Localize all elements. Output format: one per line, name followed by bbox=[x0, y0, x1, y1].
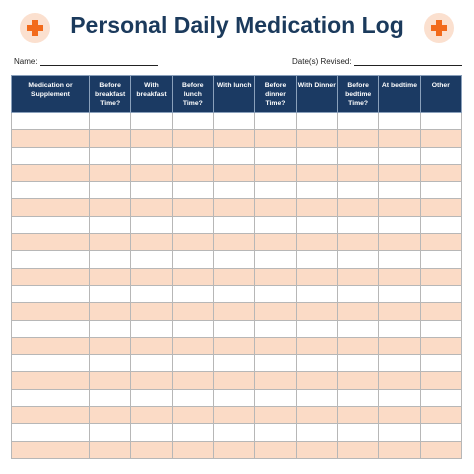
log-cell[interactable] bbox=[255, 372, 296, 389]
name-input-line[interactable] bbox=[40, 57, 158, 66]
column-header: Medication or Supplement bbox=[12, 76, 90, 113]
log-cell[interactable] bbox=[296, 113, 337, 130]
log-cell[interactable] bbox=[379, 424, 420, 441]
log-cell[interactable] bbox=[296, 285, 337, 302]
log-cell[interactable] bbox=[131, 113, 172, 130]
log-cell[interactable] bbox=[131, 285, 172, 302]
medical-cross-icon bbox=[20, 13, 50, 43]
log-cell[interactable] bbox=[379, 234, 420, 251]
log-cell[interactable] bbox=[90, 303, 131, 320]
log-cell[interactable] bbox=[255, 337, 296, 354]
date-revised-field[interactable] bbox=[292, 57, 462, 66]
log-cell[interactable] bbox=[337, 251, 378, 268]
table-row bbox=[12, 130, 462, 147]
log-cell[interactable] bbox=[337, 113, 378, 130]
log-cell[interactable] bbox=[131, 303, 172, 320]
log-cell[interactable] bbox=[12, 441, 90, 458]
log-cell[interactable] bbox=[12, 320, 90, 337]
table-row bbox=[12, 441, 462, 458]
log-cell[interactable] bbox=[379, 199, 420, 216]
log-cell[interactable] bbox=[255, 268, 296, 285]
log-cell[interactable] bbox=[12, 424, 90, 441]
log-cell[interactable] bbox=[90, 441, 131, 458]
log-cell[interactable] bbox=[213, 372, 254, 389]
log-cell[interactable] bbox=[420, 164, 461, 181]
log-cell[interactable] bbox=[296, 182, 337, 199]
log-cell[interactable] bbox=[90, 182, 131, 199]
log-cell[interactable] bbox=[213, 268, 254, 285]
table-row bbox=[12, 285, 462, 302]
log-cell[interactable] bbox=[337, 216, 378, 233]
log-cell[interactable] bbox=[379, 303, 420, 320]
column-header: With lunch bbox=[213, 76, 254, 113]
log-cell[interactable] bbox=[337, 337, 378, 354]
table-row bbox=[12, 251, 462, 268]
log-cell[interactable] bbox=[172, 285, 213, 302]
column-header: Before dinner Time? bbox=[255, 76, 296, 113]
log-cell[interactable] bbox=[172, 268, 213, 285]
log-cell[interactable] bbox=[420, 407, 461, 424]
log-cell[interactable] bbox=[337, 303, 378, 320]
log-cell[interactable] bbox=[131, 372, 172, 389]
page-title: Personal Daily Medication Log bbox=[70, 12, 404, 38]
table-row bbox=[12, 216, 462, 233]
log-cell[interactable] bbox=[255, 164, 296, 181]
log-cell[interactable] bbox=[255, 199, 296, 216]
log-cell[interactable] bbox=[213, 147, 254, 164]
log-cell[interactable] bbox=[131, 216, 172, 233]
column-header: At bedtime bbox=[379, 76, 420, 113]
log-cell[interactable] bbox=[420, 441, 461, 458]
log-cell[interactable] bbox=[337, 234, 378, 251]
log-cell[interactable] bbox=[131, 182, 172, 199]
log-cell[interactable] bbox=[420, 285, 461, 302]
log-cell[interactable] bbox=[296, 424, 337, 441]
name-field[interactable] bbox=[14, 57, 158, 66]
log-cell[interactable] bbox=[420, 216, 461, 233]
log-cell[interactable] bbox=[420, 268, 461, 285]
log-cell[interactable] bbox=[12, 251, 90, 268]
log-cell[interactable] bbox=[379, 372, 420, 389]
log-cell[interactable] bbox=[255, 303, 296, 320]
table-row bbox=[12, 199, 462, 216]
log-cell[interactable] bbox=[420, 182, 461, 199]
column-header: Before lunch Time? bbox=[172, 76, 213, 113]
log-cell[interactable] bbox=[131, 268, 172, 285]
log-cell[interactable] bbox=[131, 337, 172, 354]
log-cell[interactable] bbox=[296, 407, 337, 424]
log-cell[interactable] bbox=[420, 147, 461, 164]
log-cell[interactable] bbox=[379, 164, 420, 181]
log-cell[interactable] bbox=[131, 424, 172, 441]
log-cell[interactable] bbox=[337, 372, 378, 389]
table-row bbox=[12, 113, 462, 130]
log-cell[interactable] bbox=[172, 216, 213, 233]
log-cell[interactable] bbox=[420, 130, 461, 147]
log-cell[interactable] bbox=[90, 251, 131, 268]
log-cell[interactable] bbox=[379, 441, 420, 458]
log-cell[interactable] bbox=[379, 337, 420, 354]
log-cell[interactable] bbox=[12, 182, 90, 199]
log-cell[interactable] bbox=[131, 130, 172, 147]
log-cell[interactable] bbox=[213, 424, 254, 441]
log-cell[interactable] bbox=[379, 268, 420, 285]
log-cell[interactable] bbox=[12, 147, 90, 164]
log-cell[interactable] bbox=[172, 234, 213, 251]
log-cell[interactable] bbox=[90, 407, 131, 424]
log-cell[interactable] bbox=[90, 130, 131, 147]
log-cell[interactable] bbox=[131, 355, 172, 372]
date-revised-input-line[interactable] bbox=[354, 57, 462, 66]
log-cell[interactable] bbox=[172, 303, 213, 320]
column-header: With breakfast bbox=[131, 76, 172, 113]
log-cell[interactable] bbox=[255, 389, 296, 406]
column-header: Before bedtime Time? bbox=[337, 76, 378, 113]
log-cell[interactable] bbox=[131, 234, 172, 251]
log-cell[interactable] bbox=[420, 389, 461, 406]
log-cell[interactable] bbox=[296, 303, 337, 320]
table-row bbox=[12, 234, 462, 251]
log-cell[interactable] bbox=[379, 113, 420, 130]
log-cell[interactable] bbox=[131, 251, 172, 268]
log-cell[interactable] bbox=[172, 113, 213, 130]
log-cell[interactable] bbox=[255, 407, 296, 424]
log-cell[interactable] bbox=[172, 130, 213, 147]
log-cell[interactable] bbox=[296, 164, 337, 181]
log-cell[interactable] bbox=[172, 320, 213, 337]
medical-cross-icon bbox=[424, 13, 454, 43]
log-cell[interactable] bbox=[172, 372, 213, 389]
log-cell[interactable] bbox=[172, 355, 213, 372]
log-cell[interactable] bbox=[213, 216, 254, 233]
log-cell[interactable] bbox=[213, 355, 254, 372]
column-header: With Dinner bbox=[296, 76, 337, 113]
log-cell[interactable] bbox=[172, 251, 213, 268]
log-cell[interactable] bbox=[172, 164, 213, 181]
log-cell[interactable] bbox=[255, 251, 296, 268]
table-row bbox=[12, 268, 462, 285]
log-cell[interactable] bbox=[172, 441, 213, 458]
log-cell[interactable] bbox=[296, 320, 337, 337]
log-cell[interactable] bbox=[255, 441, 296, 458]
log-cell[interactable] bbox=[90, 285, 131, 302]
table-row bbox=[12, 355, 462, 372]
log-cell[interactable] bbox=[255, 320, 296, 337]
log-cell[interactable] bbox=[90, 164, 131, 181]
log-cell[interactable] bbox=[12, 268, 90, 285]
log-cell[interactable] bbox=[90, 147, 131, 164]
log-cell[interactable] bbox=[213, 130, 254, 147]
log-cell[interactable] bbox=[337, 147, 378, 164]
log-cell[interactable] bbox=[296, 268, 337, 285]
log-cell[interactable] bbox=[420, 251, 461, 268]
log-cell[interactable] bbox=[12, 407, 90, 424]
log-cell[interactable] bbox=[90, 268, 131, 285]
column-header: Before breakfast Time? bbox=[90, 76, 131, 113]
log-cell[interactable] bbox=[131, 407, 172, 424]
log-cell[interactable] bbox=[255, 424, 296, 441]
log-cell[interactable] bbox=[296, 147, 337, 164]
log-cell[interactable] bbox=[131, 199, 172, 216]
log-cell[interactable] bbox=[337, 199, 378, 216]
log-cell[interactable] bbox=[213, 234, 254, 251]
log-cell[interactable] bbox=[131, 164, 172, 181]
log-cell[interactable] bbox=[255, 113, 296, 130]
log-cell[interactable] bbox=[379, 407, 420, 424]
log-cell[interactable] bbox=[379, 251, 420, 268]
log-cell[interactable] bbox=[12, 113, 90, 130]
date-revised-label: Date(s) Revised: bbox=[292, 57, 352, 66]
log-cell[interactable] bbox=[296, 389, 337, 406]
log-cell[interactable] bbox=[213, 182, 254, 199]
log-cell[interactable] bbox=[213, 251, 254, 268]
log-cell[interactable] bbox=[255, 285, 296, 302]
header bbox=[0, 0, 474, 56]
log-cell[interactable] bbox=[131, 389, 172, 406]
log-cell[interactable] bbox=[12, 216, 90, 233]
log-cell[interactable] bbox=[12, 199, 90, 216]
log-cell[interactable] bbox=[172, 147, 213, 164]
log-cell[interactable] bbox=[379, 355, 420, 372]
name-label: Name: bbox=[14, 57, 38, 66]
log-cell[interactable] bbox=[213, 320, 254, 337]
log-cell[interactable] bbox=[337, 424, 378, 441]
log-cell[interactable] bbox=[90, 320, 131, 337]
log-cell[interactable] bbox=[12, 285, 90, 302]
log-cell[interactable] bbox=[337, 285, 378, 302]
table-row bbox=[12, 182, 462, 199]
log-cell[interactable] bbox=[172, 407, 213, 424]
log-cell[interactable] bbox=[296, 216, 337, 233]
log-cell[interactable] bbox=[172, 389, 213, 406]
log-cell[interactable] bbox=[213, 389, 254, 406]
log-cell[interactable] bbox=[12, 372, 90, 389]
log-cell[interactable] bbox=[296, 355, 337, 372]
log-cell[interactable] bbox=[213, 199, 254, 216]
log-cell[interactable] bbox=[90, 389, 131, 406]
log-cell[interactable] bbox=[213, 303, 254, 320]
log-cell[interactable] bbox=[172, 424, 213, 441]
table-row bbox=[12, 164, 462, 181]
log-cell[interactable] bbox=[420, 199, 461, 216]
table-row bbox=[12, 372, 462, 389]
table-row bbox=[12, 147, 462, 164]
log-cell[interactable] bbox=[12, 355, 90, 372]
log-cell[interactable] bbox=[213, 285, 254, 302]
log-cell[interactable] bbox=[213, 113, 254, 130]
log-cell[interactable] bbox=[420, 320, 461, 337]
log-cell[interactable] bbox=[255, 234, 296, 251]
table-row bbox=[12, 337, 462, 354]
table-row bbox=[12, 389, 462, 406]
log-cell[interactable] bbox=[172, 199, 213, 216]
log-cell[interactable] bbox=[379, 389, 420, 406]
log-cell[interactable] bbox=[90, 355, 131, 372]
log-cell[interactable] bbox=[90, 424, 131, 441]
log-cell[interactable] bbox=[296, 337, 337, 354]
log-cell[interactable] bbox=[379, 216, 420, 233]
log-cell[interactable] bbox=[337, 182, 378, 199]
log-cell[interactable] bbox=[12, 337, 90, 354]
log-cell[interactable] bbox=[420, 424, 461, 441]
log-cell[interactable] bbox=[90, 337, 131, 354]
log-cell[interactable] bbox=[379, 320, 420, 337]
table-body bbox=[12, 113, 462, 459]
log-cell[interactable] bbox=[337, 441, 378, 458]
log-cell[interactable] bbox=[296, 130, 337, 147]
log-cell[interactable] bbox=[337, 355, 378, 372]
form-fields bbox=[14, 57, 460, 71]
log-cell[interactable] bbox=[379, 130, 420, 147]
log-cell[interactable] bbox=[420, 113, 461, 130]
table-row bbox=[12, 320, 462, 337]
log-cell[interactable] bbox=[296, 251, 337, 268]
log-cell[interactable] bbox=[296, 199, 337, 216]
log-cell[interactable] bbox=[12, 234, 90, 251]
log-cell[interactable] bbox=[255, 355, 296, 372]
table-row bbox=[12, 407, 462, 424]
table-header-row bbox=[12, 76, 462, 113]
log-cell[interactable] bbox=[296, 372, 337, 389]
log-cell[interactable] bbox=[90, 372, 131, 389]
log-cell[interactable] bbox=[172, 182, 213, 199]
log-cell[interactable] bbox=[12, 130, 90, 147]
column-header: Other bbox=[420, 76, 461, 113]
log-cell[interactable] bbox=[337, 268, 378, 285]
log-cell[interactable] bbox=[379, 285, 420, 302]
log-cell[interactable] bbox=[131, 320, 172, 337]
log-cell[interactable] bbox=[213, 164, 254, 181]
log-cell[interactable] bbox=[90, 199, 131, 216]
log-cell[interactable] bbox=[420, 355, 461, 372]
log-cell[interactable] bbox=[337, 130, 378, 147]
log-cell[interactable] bbox=[255, 130, 296, 147]
log-cell[interactable] bbox=[420, 337, 461, 354]
log-cell[interactable] bbox=[296, 234, 337, 251]
table-row bbox=[12, 303, 462, 320]
log-cell[interactable] bbox=[379, 182, 420, 199]
log-cell[interactable] bbox=[213, 337, 254, 354]
log-cell[interactable] bbox=[255, 182, 296, 199]
log-cell[interactable] bbox=[90, 113, 131, 130]
log-cell[interactable] bbox=[12, 303, 90, 320]
log-cell[interactable] bbox=[213, 441, 254, 458]
log-cell[interactable] bbox=[255, 216, 296, 233]
log-cell[interactable] bbox=[379, 147, 420, 164]
table-row bbox=[12, 424, 462, 441]
log-cell[interactable] bbox=[296, 441, 337, 458]
log-cell[interactable] bbox=[172, 337, 213, 354]
log-cell[interactable] bbox=[337, 389, 378, 406]
log-cell[interactable] bbox=[12, 389, 90, 406]
log-cell[interactable] bbox=[12, 164, 90, 181]
log-cell[interactable] bbox=[131, 147, 172, 164]
log-cell[interactable] bbox=[337, 407, 378, 424]
log-cell[interactable] bbox=[131, 441, 172, 458]
log-cell[interactable] bbox=[420, 234, 461, 251]
log-cell[interactable] bbox=[90, 216, 131, 233]
log-cell[interactable] bbox=[337, 164, 378, 181]
medication-log-table bbox=[11, 75, 462, 459]
log-cell[interactable] bbox=[90, 234, 131, 251]
log-cell[interactable] bbox=[255, 147, 296, 164]
log-cell[interactable] bbox=[420, 303, 461, 320]
log-cell[interactable] bbox=[213, 407, 254, 424]
log-cell[interactable] bbox=[337, 320, 378, 337]
log-cell[interactable] bbox=[420, 372, 461, 389]
